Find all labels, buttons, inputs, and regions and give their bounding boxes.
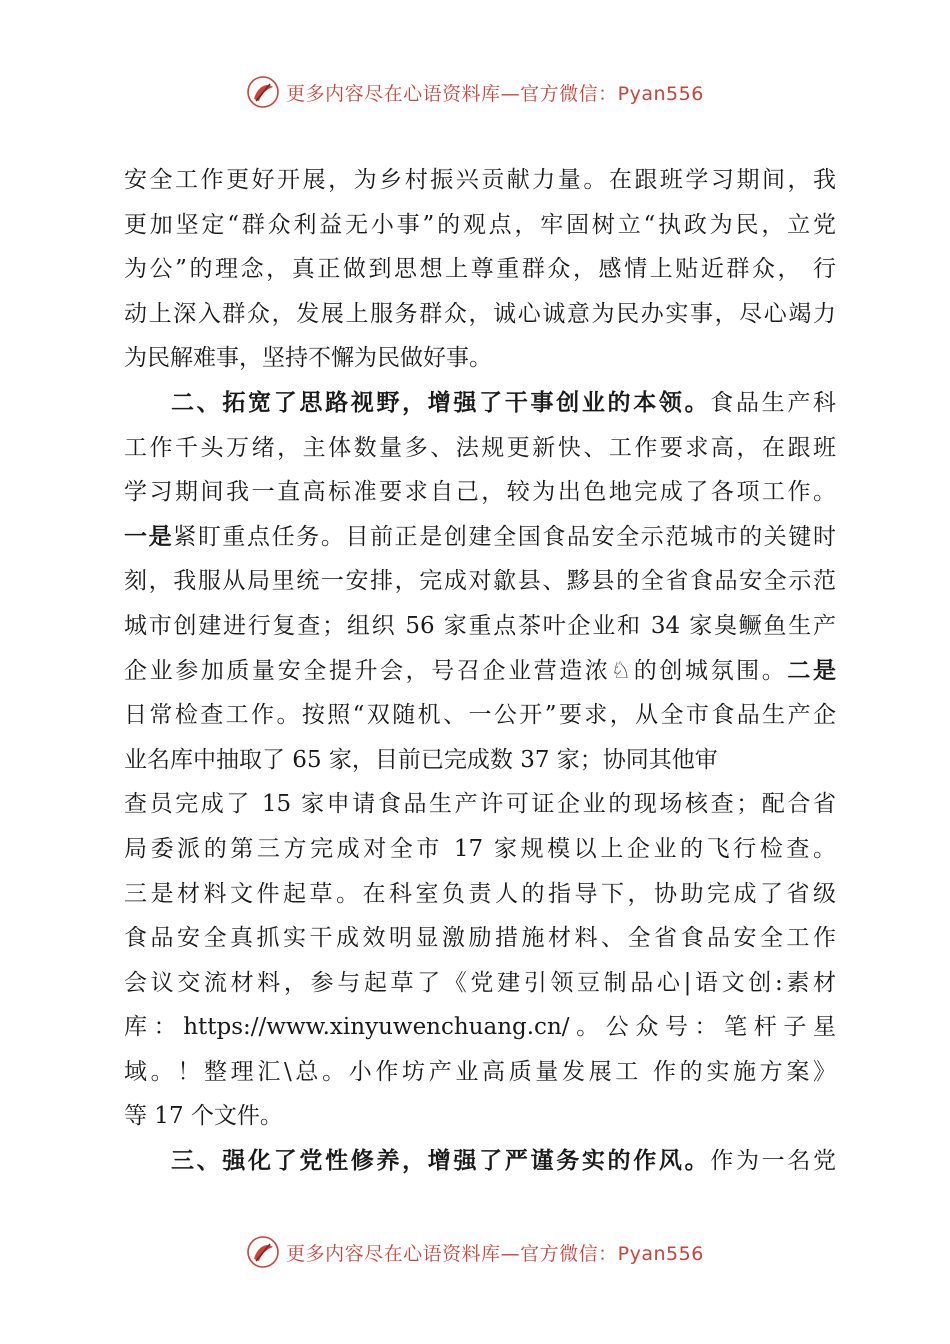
text-span: 食品生产科 (710, 389, 837, 416)
section-heading-line (124, 1139, 836, 1184)
footer-banner (0, 1232, 950, 1272)
text-span: 作为一名党 (710, 1148, 837, 1175)
text-line: 为公”的理念，真正做到思想上尊重群众，感情上贴近群众， 行 (124, 256, 836, 283)
text-line: 域。！整理汇\总。小作坊产业高质量发展工 作的实施方案》 (124, 1058, 836, 1085)
text-line: 学习期间我一直高标准要求自己，较为出色地完成了各项工作。 (124, 479, 836, 506)
text-line: 工作千头万绪，主体数量多、法规更新快、工作要求高，在跟班 (124, 434, 836, 461)
library-logo-icon (246, 1235, 280, 1269)
text-span: 紧盯重点任务。目前正是创建全国食品安全示范城市的关键时 (173, 523, 837, 550)
text-span: 企业参加质量安全提升会，号召企业营造浓♘的创城氛围。 (124, 657, 788, 684)
header-banner (0, 72, 950, 112)
text-line: 会议交流材料，参与起草了《党建引领豆制品心|语文创:素材 (124, 969, 836, 996)
text-line: 查员完成了 15 家申请食品生产许可证企业的现场核查；配合省 (124, 791, 836, 818)
header-banner-text: 更多内容尽在心语资料库—官方微信：Pyan556 (286, 82, 704, 105)
text-line (124, 515, 836, 560)
footer-banner-text: 更多内容尽在心语资料库—官方微信：Pyan556 (286, 1242, 704, 1265)
point-one-label: 一是 (124, 522, 174, 550)
text-line: 为民解难事，坚持不懈为民做好事。 (124, 345, 492, 372)
text-line: 三是材料文件起草。在科室负责人的指导下，协助完成了省级 (124, 880, 836, 907)
text-line: 日常检查工作。按照“双随机、一公开”要求，从全市食品生产企 (124, 702, 836, 729)
text-line: 安全工作更好开展，为乡村振兴贡献力量。在跟班学习期间，我 (124, 167, 836, 193)
text-line: 刻，我服从局里统一安排，完成对歙县、黟县的全省食品安全示范 (124, 568, 836, 595)
section-two-heading: 二、拓宽了思路视野，增强了干事创业的本领。 (171, 388, 711, 416)
library-logo-icon (246, 75, 280, 109)
section-three-heading: 三、强化了党性修养，增强了严谨务实的作风。 (171, 1147, 711, 1175)
text-line: 业名库中抽取了 65 家，目前已完成数 37 家；协同其他审 (124, 746, 718, 773)
text-line: 食品安全真抓实干成效明显激励措施材料、全省食品安全工作 (124, 925, 836, 952)
document-body (124, 158, 836, 1184)
text-line: 城市创建进行复查；组织 56 家重点茶叶企业和 34 家臭鳜鱼生产 (124, 612, 836, 639)
text-line: 局委派的第三方完成对全市 17 家规模以上企业的飞行检查。 (124, 835, 836, 862)
text-line: 动上深入群众，发展上服务群众，诚心诚意为民办实事，尽心竭力 (124, 300, 836, 327)
text-line: 更加坚定“群众利益无小事”的观点，牢固树立“执政为民，立党 (124, 211, 836, 238)
text-line: 库：https://www.xinyuwenchuang.cn/。公众号：笔杆子星 (124, 1014, 836, 1041)
point-two-label: 二是 (787, 656, 836, 684)
text-line (124, 649, 836, 694)
text-line: 等 17 个文件。 (124, 1103, 283, 1130)
section-heading-line (124, 381, 836, 426)
